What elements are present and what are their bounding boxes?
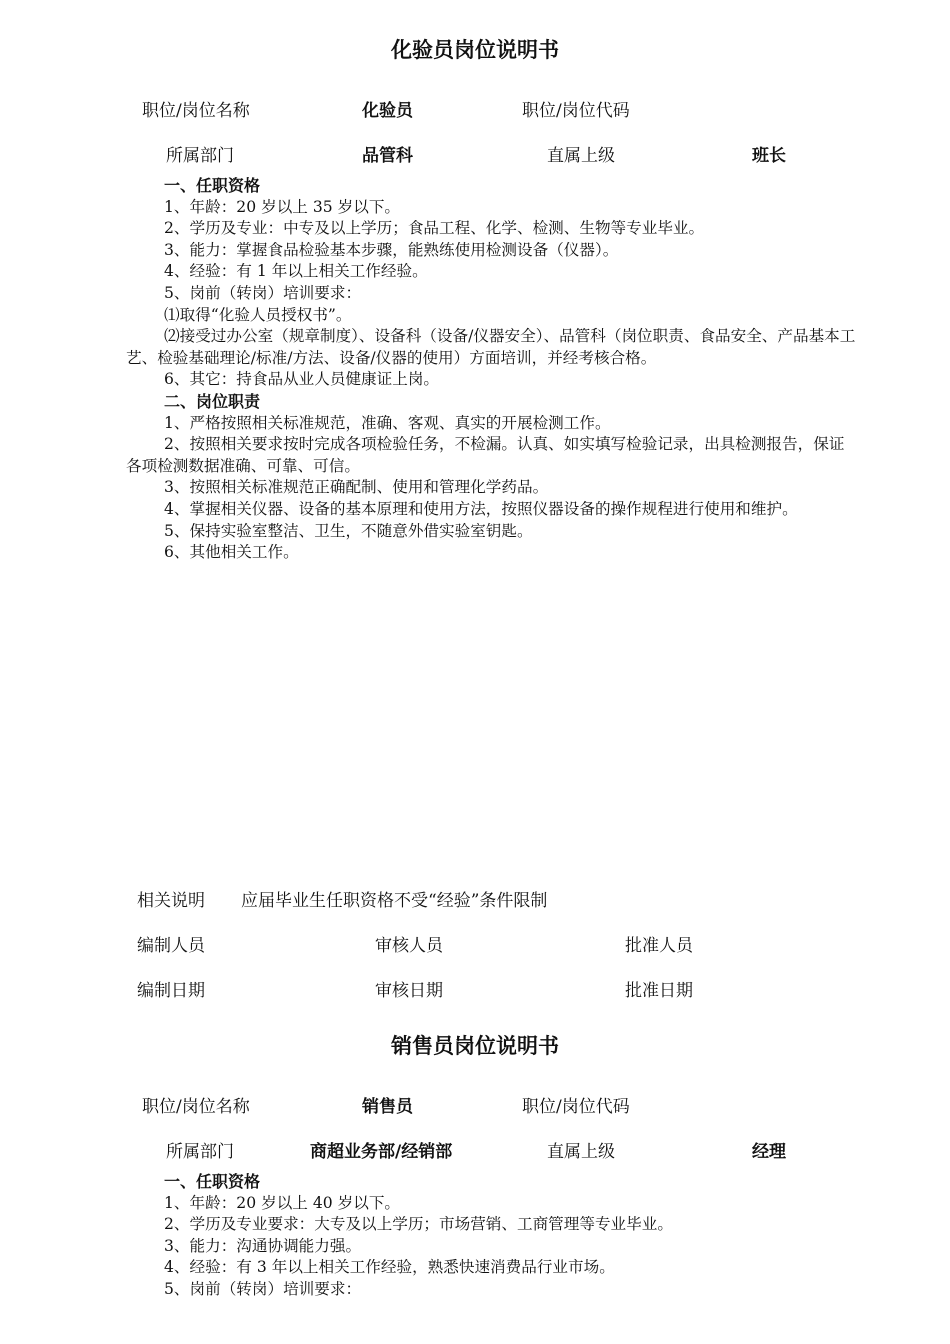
position-name-value: 化验员 (362, 101, 413, 121)
position-code-label: 职位/岗位代码 (522, 1097, 630, 1117)
duty-item: 5、保持实验室整洁、卫生，不随意外借实验室钥匙。 (164, 521, 533, 540)
doc2-body (126, 1171, 858, 1301)
approver-label: 批准人员 (625, 936, 693, 956)
qualification-item: 5、岗前（转岗）培训要求： (164, 283, 362, 302)
qualification-item: 5、岗前（转岗）培训要求： (164, 1279, 362, 1298)
supervisor-label: 直属上级 (547, 146, 615, 166)
editor-label: 编制人员 (137, 936, 205, 956)
qualification-item: 4、经验：有 3 年以上相关工作经验，熟悉快速消费品行业市场。 (164, 1258, 615, 1277)
qualification-item: 3、能力：沟通协调能力强。 (164, 1236, 362, 1255)
duty-item: 1、严格按照相关标准规范，准确、客观、真实的开展检测工作。 (164, 413, 611, 432)
department-value: 品管科 (362, 146, 413, 166)
department-label: 所属部门 (166, 1142, 234, 1162)
duty-item: 4、掌握相关仪器、设备的基本原理和使用方法，按照仪器设备的操作规程进行使用和维护。 (164, 499, 798, 518)
supervisor-value: 班长 (752, 146, 786, 166)
position-name-value: 销售员 (362, 1097, 413, 1117)
note-value: 应届毕业生任职资格不受“经验”条件限制 (241, 891, 548, 911)
department-label: 所属部门 (166, 146, 234, 166)
note-label: 相关说明 (137, 891, 205, 911)
position-name-label: 职位/岗位名称 (142, 1097, 250, 1117)
doc2-title: 销售员岗位说明书 (391, 1034, 559, 1058)
duty-item: 6、其他相关工作。 (164, 543, 299, 562)
position-name-label: 职位/岗位名称 (142, 101, 250, 121)
edit-date-label: 编制日期 (137, 981, 205, 1001)
qualification-item: ⑴取得“化验人员授权书”。 (164, 305, 352, 324)
department-value: 商超业务部/经销部 (310, 1142, 453, 1162)
qualification-item: 3、能力：掌握食品检验基本步骤，能熟练使用检测设备（仪器）。 (164, 240, 619, 259)
qualification-item: ⑵接受过办公室（规章制度）、设备科（设备/仪器安全）、品管科（岗位职责、食品安全、产品基本工艺、检验基础理论/标准/方法、设备/仪器的使用）方面培训，并经考核合格。 (126, 327, 856, 367)
review-date-label: 审核日期 (375, 981, 443, 1001)
position-code-label: 职位/岗位代码 (522, 101, 630, 121)
qualification-item: 4、经验：有 1 年以上相关工作经验。 (164, 262, 428, 281)
qualification-item: 1、年龄：20 岁以上 40 岁以下。 (164, 1193, 401, 1212)
doc1-body (126, 175, 858, 564)
supervisor-label: 直属上级 (547, 1142, 615, 1162)
doc1-title: 化验员岗位说明书 (391, 38, 559, 62)
supervisor-value: 经理 (752, 1142, 786, 1162)
section-title-qualifications: 一、任职资格 (164, 1172, 261, 1191)
section-title-qualifications: 一、任职资格 (164, 176, 261, 195)
duty-item: 3、按照相关标准规范正确配制、使用和管理化学药品。 (164, 478, 549, 497)
duty-item: 2、按照相关要求按时完成各项检验任务，不检漏。认真、如实填写检验记录，出具检测报告，保证各项检测数据准确、可靠、可信。 (126, 435, 845, 475)
qualification-item: 1、年龄：20 岁以上 35 岁以下。 (164, 197, 401, 216)
reviewer-label: 审核人员 (375, 936, 443, 956)
qualification-item: 2、学历及专业：中专及以上学历；食品工程、化学、检测、生物等专业毕业。 (164, 219, 705, 238)
qualification-item: 2、学历及专业要求：大专及以上学历；市场营销、工商管理等专业毕业。 (164, 1215, 673, 1234)
qualification-item: 6、其它：持食品从业人员健康证上岗。 (164, 370, 440, 389)
approve-date-label: 批准日期 (625, 981, 693, 1001)
section-title-duties: 二、岗位职责 (164, 391, 261, 411)
